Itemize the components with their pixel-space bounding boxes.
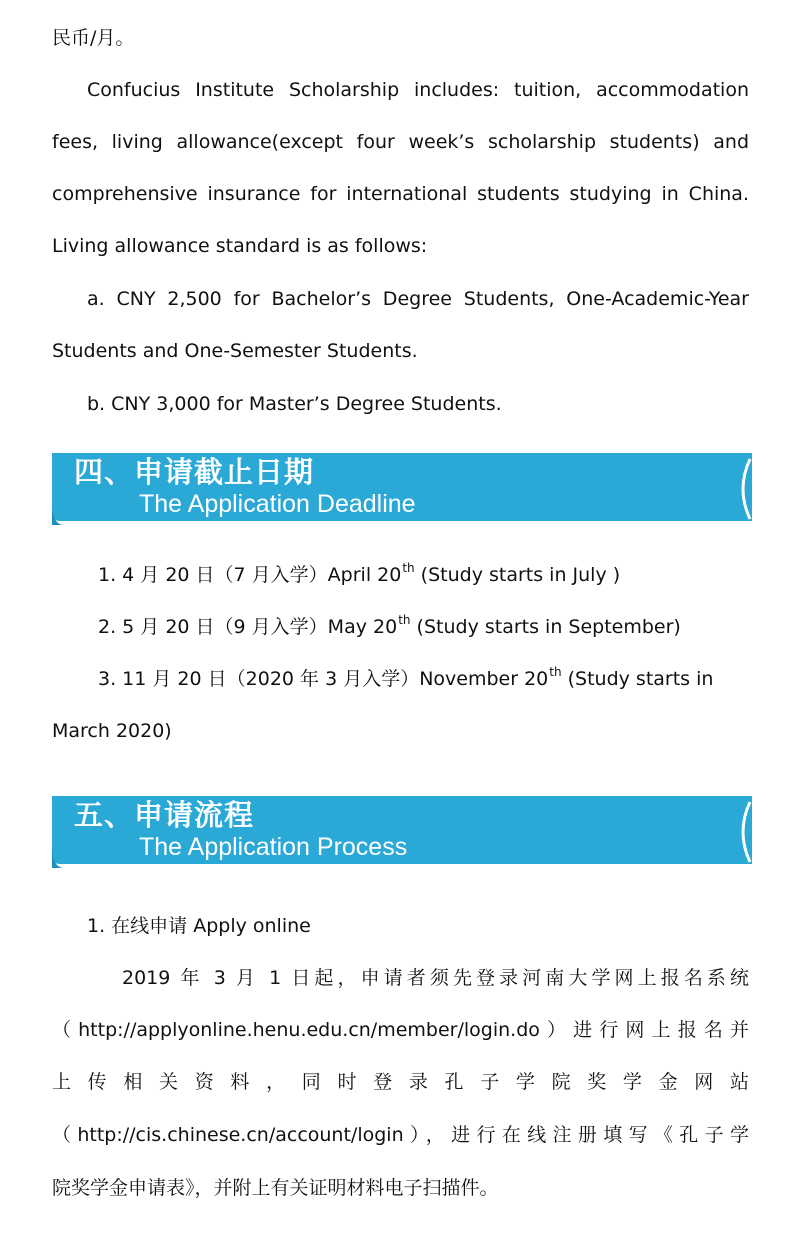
section-banner-deadline — [52, 453, 752, 525]
allowance-item-b: b. CNY 3,000 for Master’s Degree Students. — [87, 393, 502, 415]
allowance-item-a-cont: Students and One-Semester Students. — [52, 340, 418, 362]
section-title-en: The Application Deadline — [139, 490, 416, 518]
deadline-item-3-cont: March 2020) — [52, 720, 172, 742]
continued-text-line: 民币/月。 — [52, 27, 135, 49]
section-title-cn: 五、申请流程 — [74, 798, 255, 832]
allowance-item-a: a. CNY 2,500 for Bachelor’s Degree Students, One-Academic-Year — [87, 288, 749, 310]
deadline-item-1: 1. 4 月 20 日（7 月入学）April 20th (Study starts in July ) — [98, 561, 621, 586]
deadline-item-2: 2. 5 月 20 日（9 月入学）May 20th (Study starts in September) — [98, 613, 681, 638]
step-1-line-3: 上传相关资料，同时登录孔子学院奖学金网站 — [52, 1071, 749, 1093]
step-1-line-2: （http://applyonline.henu.edu.cn/member/login.do）进行网上报名并 — [52, 1019, 749, 1041]
section-title-cn: 四、申请截止日期 — [74, 455, 315, 489]
scholarship-line-3: comprehensive insurance for international students studying in China. — [52, 183, 749, 205]
step-1-line-4: （http://cis.chinese.cn/account/login），进行在线注册填写《孔子学 — [52, 1124, 749, 1146]
scholarship-line-4: Living allowance standard is as follows: — [52, 235, 428, 257]
step-1-title: 1. 在线申请 Apply online — [87, 915, 311, 937]
scholarship-line-2: fees, living allowance(except four week’s scholarship students) and — [52, 131, 749, 153]
step-1-line-5: 院奖学金申请表》，并附上有关证明材料电子扫描件。 — [52, 1177, 499, 1199]
scholarship-line-1: Confucius Institute Scholarship includes: tuition, accommodation — [87, 79, 749, 101]
step-1-line-1: 2019 年 3 月 1 日起，申请者须先登录河南大学网上报名系统 — [122, 967, 749, 989]
deadline-item-3: 3. 11 月 20 日（2020 年 3 月入学）November 20th (Study starts in — [98, 665, 714, 690]
section-title-en: The Application Process — [139, 833, 408, 861]
section-banner-process — [52, 796, 752, 868]
